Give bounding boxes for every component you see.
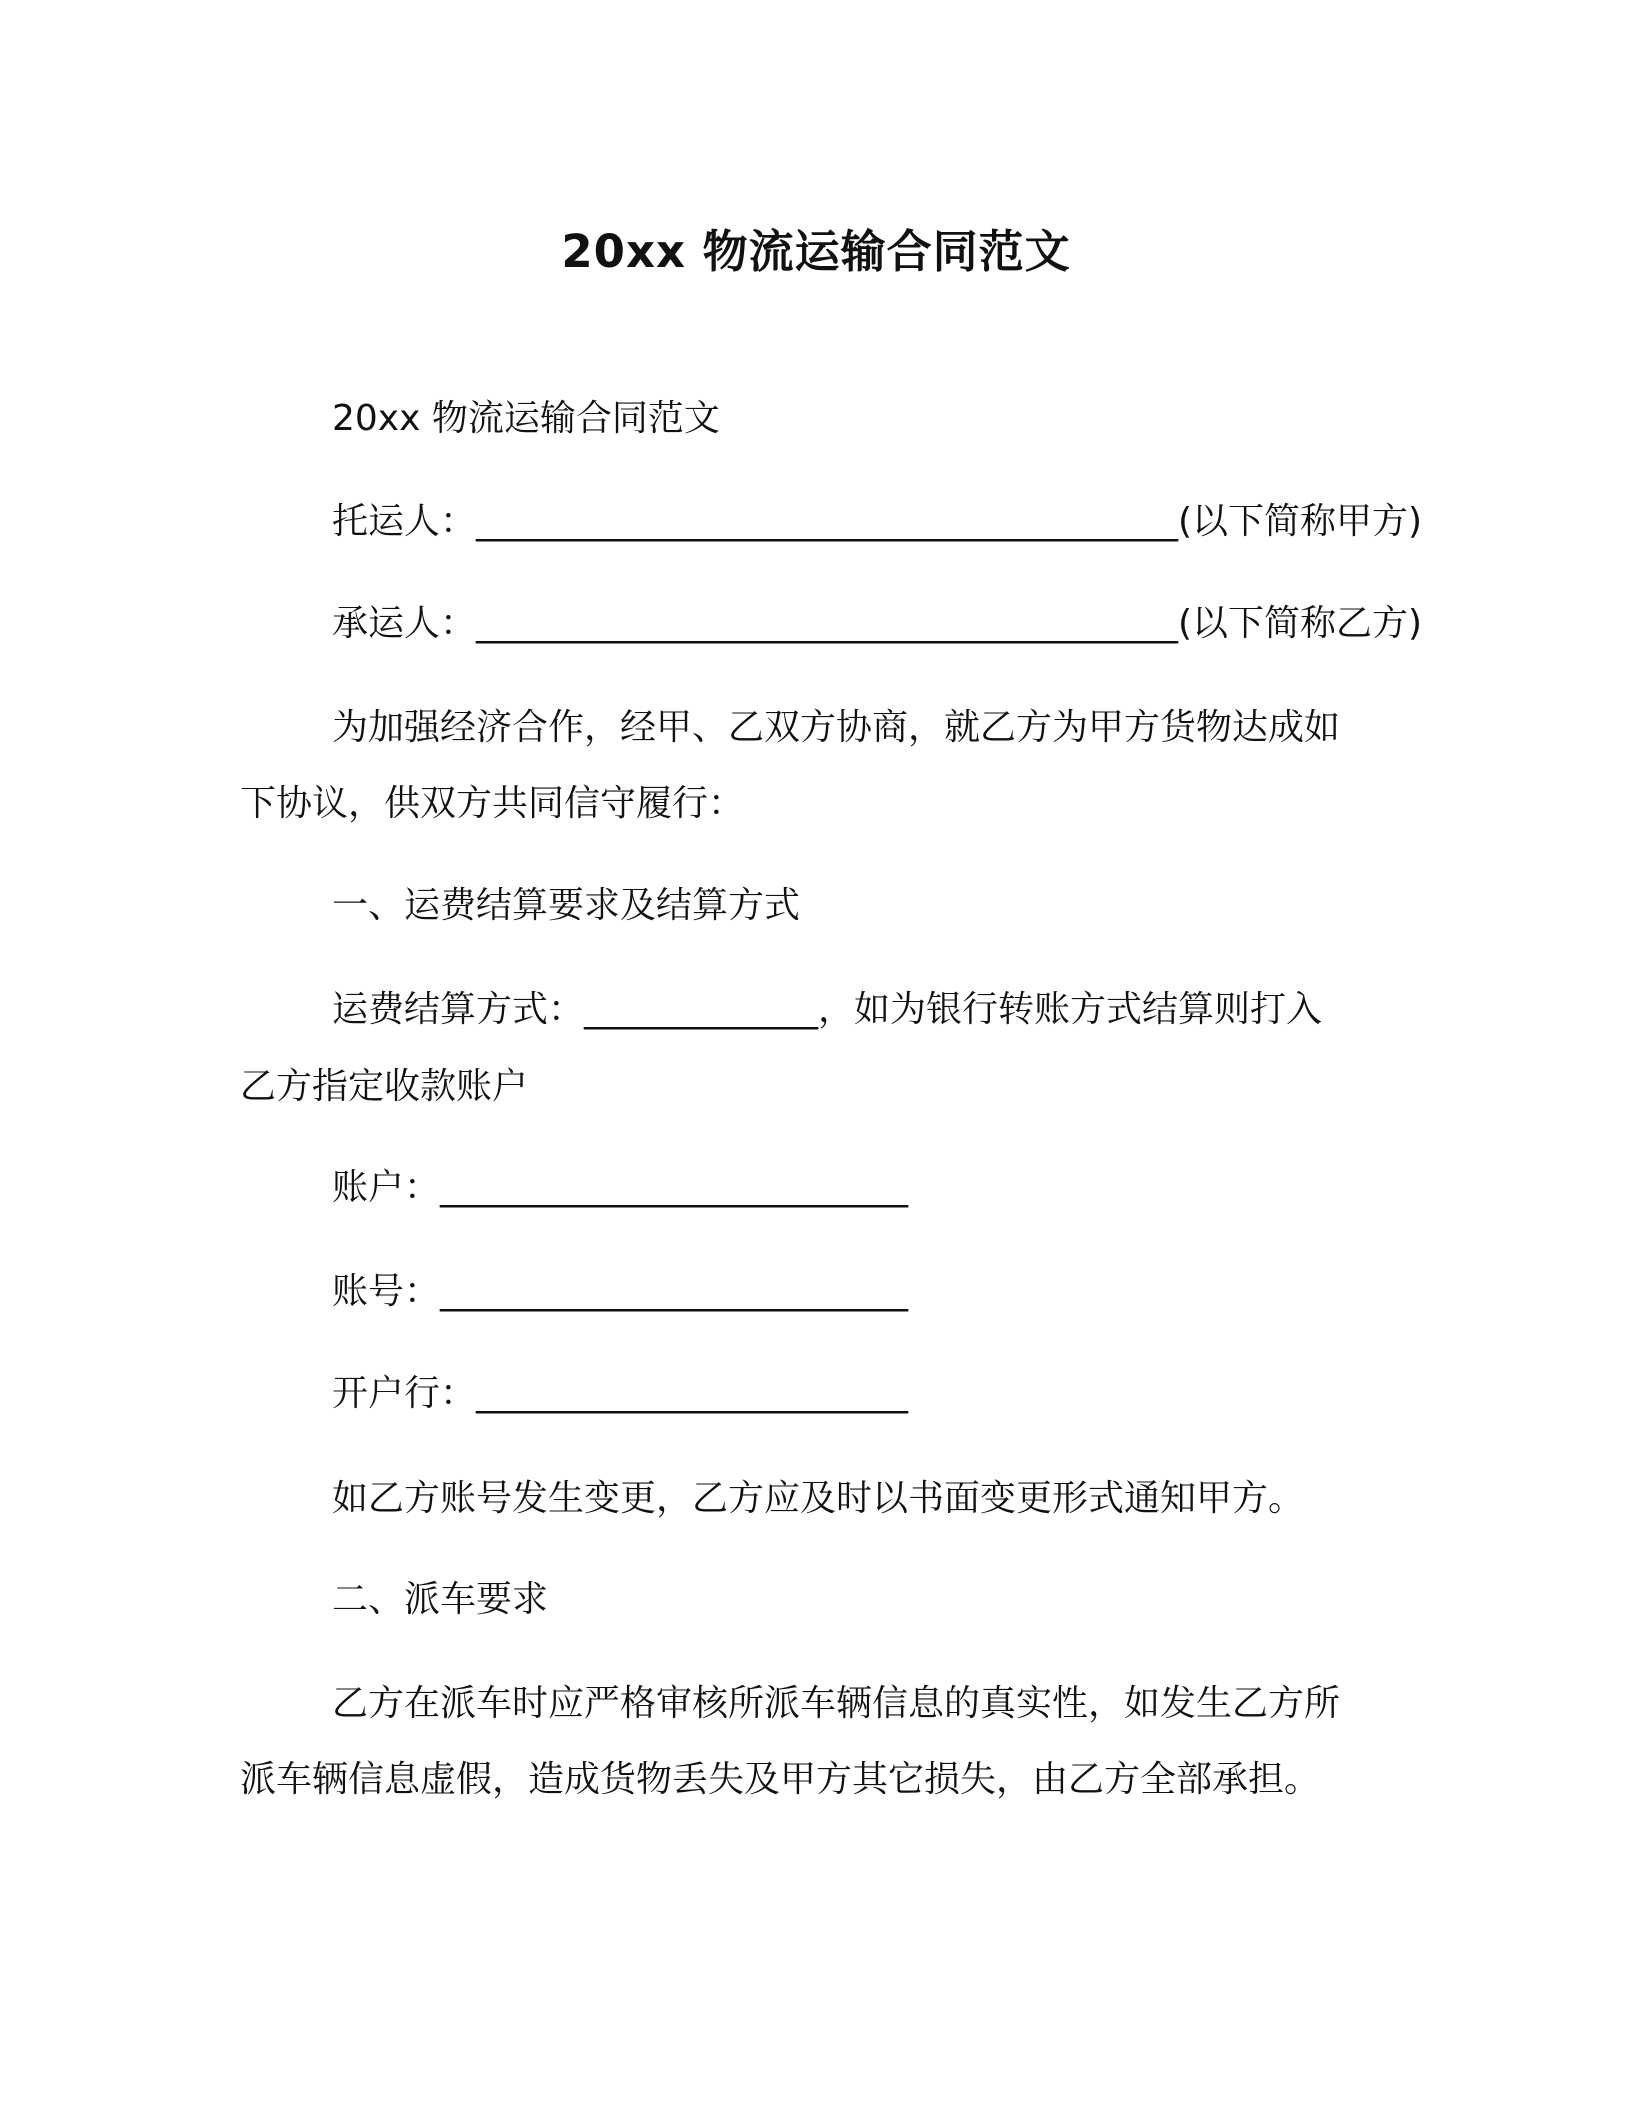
document-subtitle: 20xx 物流运输合同范文	[332, 398, 720, 439]
section-1-heading: 一、运费结算要求及结算方式	[332, 885, 801, 926]
account-name-line: 账户：__________________________	[332, 1167, 909, 1208]
shipper-line: 托运人：_______________________________________(以下简称甲方)	[332, 501, 1423, 542]
account-number-line: 账号：__________________________	[332, 1271, 909, 1312]
payment-method-line-1: 运费结算方式：_____________，如为银行转账方式结算则打入	[332, 989, 1323, 1030]
carrier-line: 承运人：_______________________________________(以下简称乙方)	[332, 603, 1423, 644]
section-2-heading: 二、派车要求	[332, 1579, 549, 1620]
intro-paragraph-line-2: 下协议，供双方共同信守履行：	[240, 783, 745, 824]
dispatch-paragraph-line-1: 乙方在派车时应严格审核所派车辆信息的真实性，如发生乙方所	[332, 1683, 1341, 1724]
dispatch-paragraph-line-2: 派车辆信息虚假，造成货物丢失及甲方其它损失，由乙方全部承担。	[240, 1759, 1321, 1800]
intro-paragraph-line-1: 为加强经济合作，经甲、乙双方协商，就乙方为甲方货物达成如	[332, 707, 1341, 748]
payment-method-line-2: 乙方指定收款账户	[240, 1066, 529, 1107]
account-change-notice: 如乙方账号发生变更，乙方应及时以书面变更形式通知甲方。	[332, 1478, 1305, 1519]
bank-line: 开户行：________________________	[332, 1373, 909, 1414]
document-title: 20xx 物流运输合同范文	[561, 225, 1071, 278]
